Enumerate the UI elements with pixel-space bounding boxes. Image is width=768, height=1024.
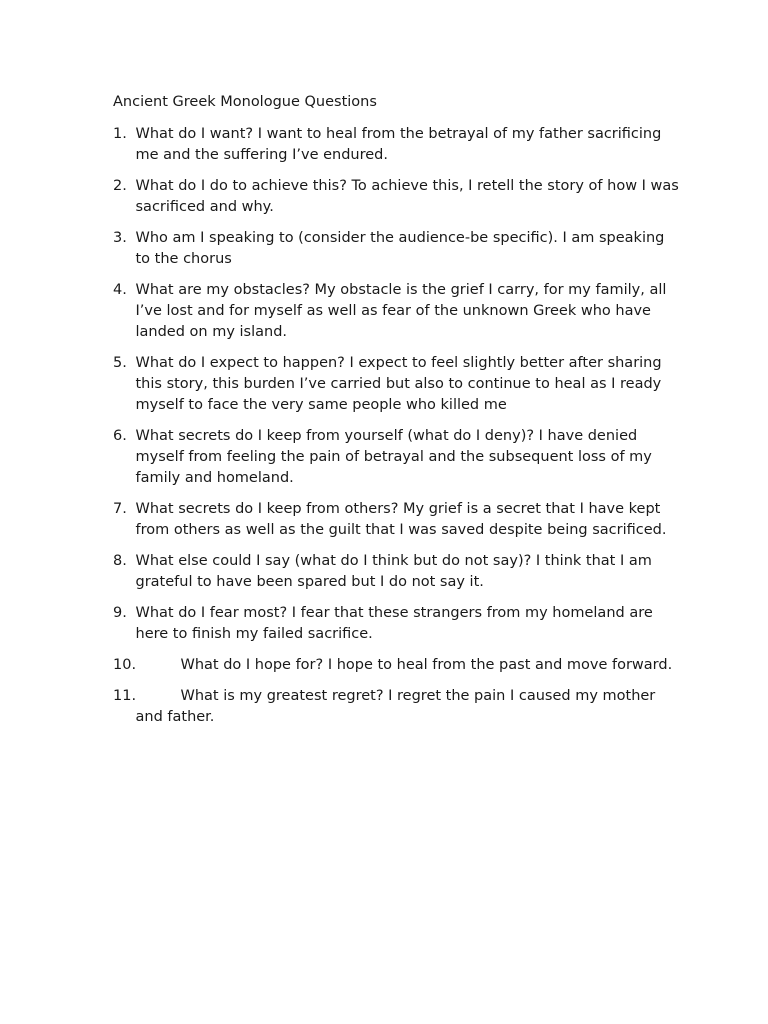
item-number: 2. [113, 178, 127, 194]
item-number: 1. [113, 126, 127, 142]
item-number: 6. [113, 428, 127, 444]
item-number: 5. [113, 355, 127, 371]
list-item [113, 551, 679, 593]
list-item [113, 686, 679, 728]
list-item [113, 426, 679, 489]
item-number: 10. [113, 657, 137, 673]
item-number: 9. [113, 605, 127, 621]
item-text: What is my greatest regret? I regret the pain I caused my mother and father. [135, 688, 656, 725]
item-number: 8. [113, 553, 127, 569]
item-text: What are my obstacles? My obstacle is the grief I carry, for my family, all I’ve lost and for myself as well as fear of the unknown Greek who have landed on my island. [135, 282, 667, 340]
list-item [113, 228, 679, 270]
list-item [113, 655, 679, 676]
list-item [113, 603, 679, 645]
item-text: What do I want? I want to heal from the betrayal of my father sacrificing me and the suffering I’ve endured. [135, 126, 662, 163]
item-number: 4. [113, 282, 127, 298]
item-text: What do I expect to happen? I expect to feel slightly better after sharing this story, this burden I’ve carried but also to continue to heal as I ready myself to face the very same people who killed me [135, 355, 662, 413]
item-text: What secrets do I keep from yourself (what do I deny)? I have denied myself from feeling the pain of betrayal and the subsequent loss of my family and homeland. [135, 428, 652, 486]
document-title: Ancient Greek Monologue Questions [113, 94, 377, 110]
item-text: What do I fear most? I fear that these strangers from my homeland are here to finish my failed sacrifice. [135, 605, 653, 642]
item-text: What do I do to achieve this? To achieve this, I retell the story of how I was sacrificed and why. [135, 178, 679, 215]
list-item [113, 280, 679, 343]
item-text: What else could I say (what do I think but do not say)? I think that I am grateful to have been spared but I do not say it. [135, 553, 652, 590]
item-text: What do I hope for? I hope to heal from the past and move forward. [180, 657, 673, 673]
question-list [113, 124, 679, 728]
item-number: 7. [113, 501, 127, 517]
item-number: 11. [113, 688, 137, 704]
item-number: 3. [113, 230, 127, 246]
document-page [113, 92, 679, 738]
list-item [113, 499, 679, 541]
list-item [113, 353, 679, 416]
list-item [113, 124, 679, 166]
item-text: What secrets do I keep from others? My grief is a secret that I have kept from others as well as the guilt that I was saved despite being sacrificed. [135, 501, 667, 538]
item-text: Who am I speaking to (consider the audience-be specific). I am speaking to the chorus [135, 230, 665, 267]
list-item [113, 176, 679, 218]
